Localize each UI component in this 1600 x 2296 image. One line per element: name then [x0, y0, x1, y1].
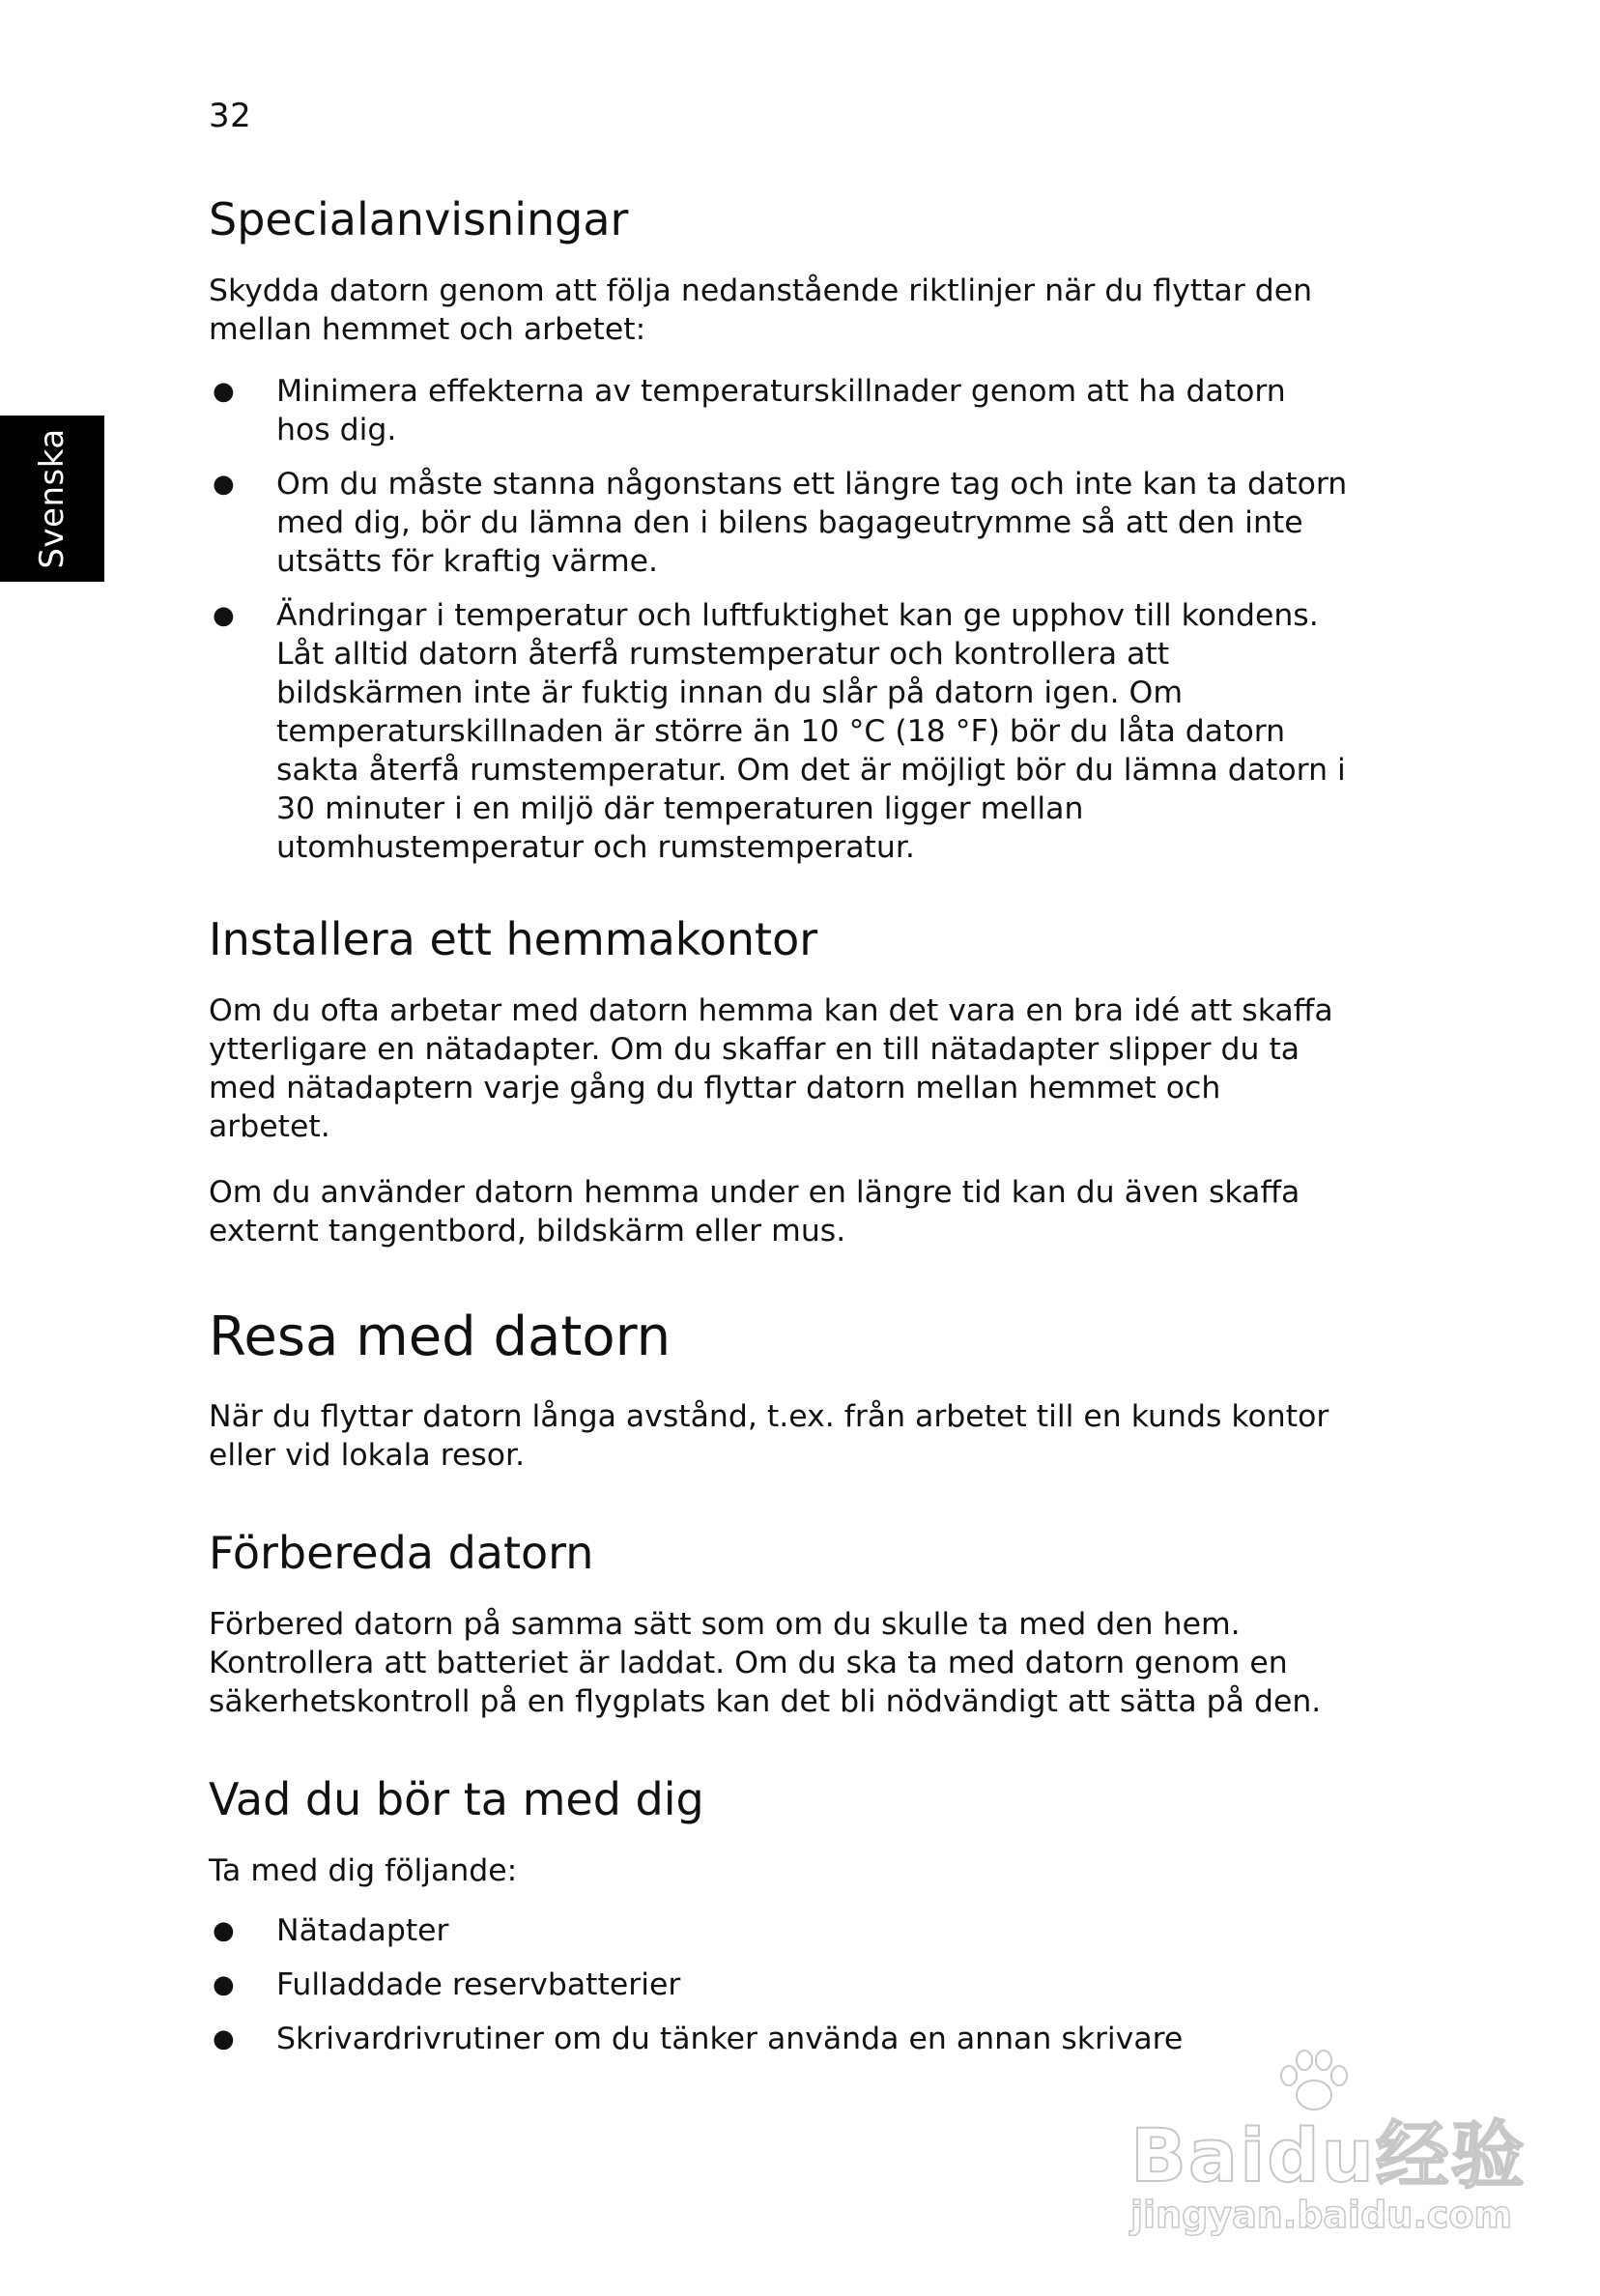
- home-office-paragraph-1: Om du ofta arbetar med datorn hemma kan det vara en bra idé att skaffa ytterligare en nätadapter. Om du skaffar en till nätadapter slipper du ta med nätadaptern varje gång du flyttar datorn mellan hemmet och arbetet.: [209, 993, 1333, 1145]
- bullet-icon: ●: [213, 1969, 235, 1999]
- bring-bullet-list: [209, 1911, 1349, 2058]
- travel-intro: När du flyttar datorn långa avstånd, t.ex. från arbetet till en kunds kontor eller vid lokala resor.: [209, 1398, 1329, 1473]
- watermark-url: jingyan.baidu.com: [1130, 2194, 1512, 2236]
- list-item: ● Minimera effekterna av temperaturskillnader genom att ha datorn hos dig.: [213, 374, 1286, 448]
- special-intro: Skydda datorn genom att följa nedanstående riktlinjer när du flyttar den mellan hemmet och arbetet:: [209, 273, 1313, 348]
- language-side-tab: [0, 416, 104, 582]
- language-side-tab-label: Svenska: [33, 428, 71, 569]
- special-bullet-list: [209, 372, 1349, 867]
- prepare-text: Förbered datorn på samma sätt som om du skulle ta med den hem. Kontrollera att batteriet är laddat. Om du ska ta med datorn genom en säkerhetskontroll på en flygplats kan det bli nödvändigt att sätta på den.: [209, 1606, 1322, 1719]
- list-item: ● Skrivardrivrutiner om du tänker använda en annan skrivare: [213, 2021, 1184, 2056]
- list-item: ● Nätadapter: [213, 1912, 449, 1948]
- bullet-icon: ●: [213, 601, 235, 631]
- home-office-paragraph-2: Om du använder datorn hemma under en längre tid kan du även skaffa externt tangentbord, bildskärm eller mus.: [209, 1175, 1300, 1249]
- heading-resa-med-datorn: Resa med datorn: [209, 1306, 671, 1369]
- page-content: [209, 193, 1349, 2058]
- page-number: 32: [209, 97, 252, 135]
- heading-vad-du-bor-ta-med: Vad du bör ta med dig: [209, 1772, 704, 1825]
- list-item: ● Ändringar i temperatur och luftfuktighet kan ge upphov till kondens. Låt alltid datorn återfå rumstemperatur och kontrollera att bildskärmen inte är fuktig innan du slår på datorn igen. Om temperaturskillnaden är större än 10 °C (18 °F) bör du låta datorn sakta återfå rumstemperatur. Om det är möjligt bör du lämna datorn i 30 minuter i en miljö där temperaturen ligger mellan utomhustemperatur och rumstemperatur.: [213, 598, 1346, 866]
- bullet-icon: ●: [213, 2023, 235, 2053]
- bullet-icon: ●: [213, 377, 235, 407]
- bullet-icon: ●: [213, 1915, 235, 1945]
- list-item: ● Om du måste stanna någonstans ett längre tag och inte kan ta datorn med dig, bör du lämna den i bilens bagageutrymme så att den inte utsätts för kraftig värme.: [213, 467, 1348, 580]
- heading-forbereda-datorn: Förbereda datorn: [209, 1526, 594, 1579]
- bring-intro: Ta med dig följande:: [209, 1852, 518, 1888]
- list-item: ● Fulladdade reservbatterier: [213, 1966, 681, 2002]
- bullet-icon: ●: [213, 470, 235, 500]
- heading-hemmakontor: Installera ett hemmakontor: [209, 913, 818, 966]
- watermark-brand: Baidu经验: [1130, 2112, 1527, 2198]
- baidu-watermark: [1130, 2049, 1527, 2242]
- heading-specialanvisningar: Specialanvisningar: [209, 193, 629, 245]
